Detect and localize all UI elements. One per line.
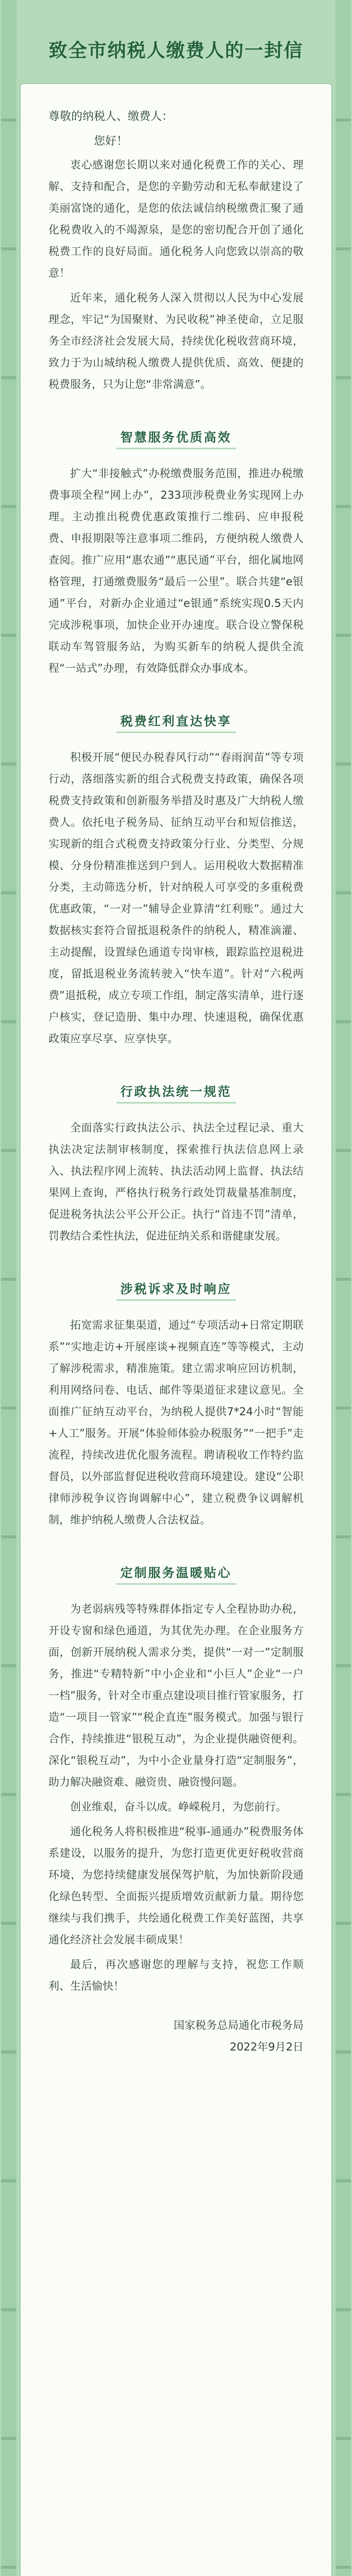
hello-line: 您好！ [94, 135, 128, 148]
letter-body [21, 84, 331, 2576]
section-paragraph: 拓宽需求征集渠道，通过“专项活动+日常定期联系”“实地走访+开展座谈+视频直连”等等模式，主动了解涉税需求，精准施策。建立需求响应回访机制，利用网络问卷、电话、邮件等渠道征求建议意见。全面推广征纳互动平台，为纳税人提供7*24小时“智能+人工”服务。开展“体验师体验办税服务”“一把手”走流程，持续改进优化服务流程。聘请税收工作特约监督员，以外部监督促进税收营商环境建设。建设“公职律师涉税争议咨询调解中心”，建立税费争议调解机制，维护纳税人缴费人合法权益。 [48, 1319, 304, 1526]
intro-paragraph: 近年来，通化税务人深入贯彻以人民为中心发展理念，牢记“为国聚财、为民收税”神圣使命，立足服务全市经济社会发展大局，持续优化税收营商环境，致力于为山城纳税人缴费人提供优质、高效、便捷的税费服务，只为让您“非常满意”。 [48, 292, 304, 391]
bamboo-decoration-right [336, 0, 351, 2576]
section-heading [48, 427, 304, 445]
letter-date: 2022年9月2日 [229, 2041, 304, 2053]
section-heading-text: 定制服务温暖贴心 [116, 1565, 236, 1585]
bamboo-decoration-left [1, 0, 16, 2576]
section-paragraph: 通化税务人将积极推进“税事-通通办”税费服务体系建设，以服务的提升，为您打造更优更好税收营商环境，为您持续健康发展保驾护航，为加快新阶段通化绿色转型、全面振兴提质增效贡献新力量。期待您继续与我们携手，共绘通化税费工作美好蓝图，共享通化经济社会发展丰硕成果！ [48, 1825, 304, 1946]
greeting: 尊敬的纳税人、缴费人： [48, 110, 174, 123]
section-heading [48, 1563, 304, 1581]
page-title: 致全市纳税人缴费人的一封信 [48, 40, 304, 61]
intro-paragraph: 衷心感谢您长期以来对通化税费工作的关心、理解、支持和配合，是您的辛勤劳动和无私奉献建设了美丽富饶的通化，是您的依法诚信纳税缴费汇聚了通化税费收入的不竭源泉，是您的密切配合开创了通化税费工作的良好局面。通化税务人向您致以崇高的敬意！ [48, 159, 304, 279]
section-paragraph: 为老弱病残等特殊群体指定专人全程协助办税，开设专窗和绿色通道，为其优先办理。在企业服务方面，创新开展纳税人需求分类，提供“一对一”定制服务，推进“专精特新”中小企业和“小巨人”企业“一户一档”服务，针对全市重点建设项目推行管家服务，打造“一项目一管家”“税企直连”服务模式。加强与银行合作，持续推进“银税互动”，为企业提供融资便利。深化“银税互动”，为中小企业量身打造“定制服务”，助力解决融资难、融资贵、融资慢问题。 [48, 1603, 304, 1788]
section-heading-text: 涉税诉求及时响应 [116, 1281, 236, 1301]
section-paragraph: 扩大“非接触式”办税缴费服务范围，推进办税缴费事项全程“网上办”，233项涉税费业务实现网上办理。主动推出税费优惠政策推行二维码、应申报税费、申报期限等注意事项二维码，方便纳税人缴费人查阅。推广应用“惠农通”“惠民通”平台，细化属地网格管理，打通缴费服务“最后一公里”。联合共建“e银通”平台，对新办企业通过“e银通”系统实现0.5天内完成涉税事项，加快企业开办速度。联合设立警保税联动车驾管服务站，为购买新车的纳税人提供全流程“一站式”办理，有效降低群众办事成本。 [48, 467, 304, 674]
section-heading [48, 1279, 304, 1297]
section-heading-text: 智慧服务优质高效 [116, 430, 236, 449]
section-heading [48, 711, 304, 729]
section-heading-text: 行政执法统一规范 [116, 1084, 236, 1104]
signature: 国家税务总局通化市税务局 [174, 2019, 304, 2031]
section-paragraph: 创业维艰，奋斗以成。峥嵘税月，为您前行。 [70, 1801, 287, 1813]
closing-wish: 最后，再次感谢您的理解与支持，祝您工作顺利、生活愉快！ [48, 1958, 304, 1992]
section-paragraph: 全面落实行政执法公示、执法全过程记录、重大执法决定法制审核制度，探索推行执法信息网上录入、执法程序网上流转、执法活动网上监督、执法结果网上查询，严格执行税务行政处罚裁量基准制度，促进税务执法公平公开公正。执行“首违不罚”清单，罚教结合柔性执法，促进征纳关系和谐健康发展。 [48, 1122, 304, 1242]
section-heading-text: 税费红利直达快享 [116, 714, 236, 733]
section-paragraph: 积极开展“便民办税春风行动”“春雨润苗”等专项行动，落细落实新的组合式税费支持政策，确保各项税费支持政策和创新服务举措及时惠及广大纳税人缴费人。依托电子税务局、征纳互动平台和短信推送，实现新的组合式税费支持政策分行业、分类型、分规模、分身份精准推送到户到人。运用税收大数据精准分类，主动筛选分析，针对纳税人可享受的多重税费优惠政策，“一对一”辅导企业算清“红利账”。通过大数据核实套符合留抵退税条件的纳税人，精准滴灌、主动提醒，设置绿色通道专岗审核，跟踪监控退税进度，留抵退税业务流转驶入“快车道”。针对“六税两费”退抵税，成立专项工作组，制定落实清单，进行逐户核实，登记造册、集中办理、快速退税，确保优惠政策应享尽享、应享快享。 [48, 751, 304, 1045]
section-heading [48, 1081, 304, 1099]
